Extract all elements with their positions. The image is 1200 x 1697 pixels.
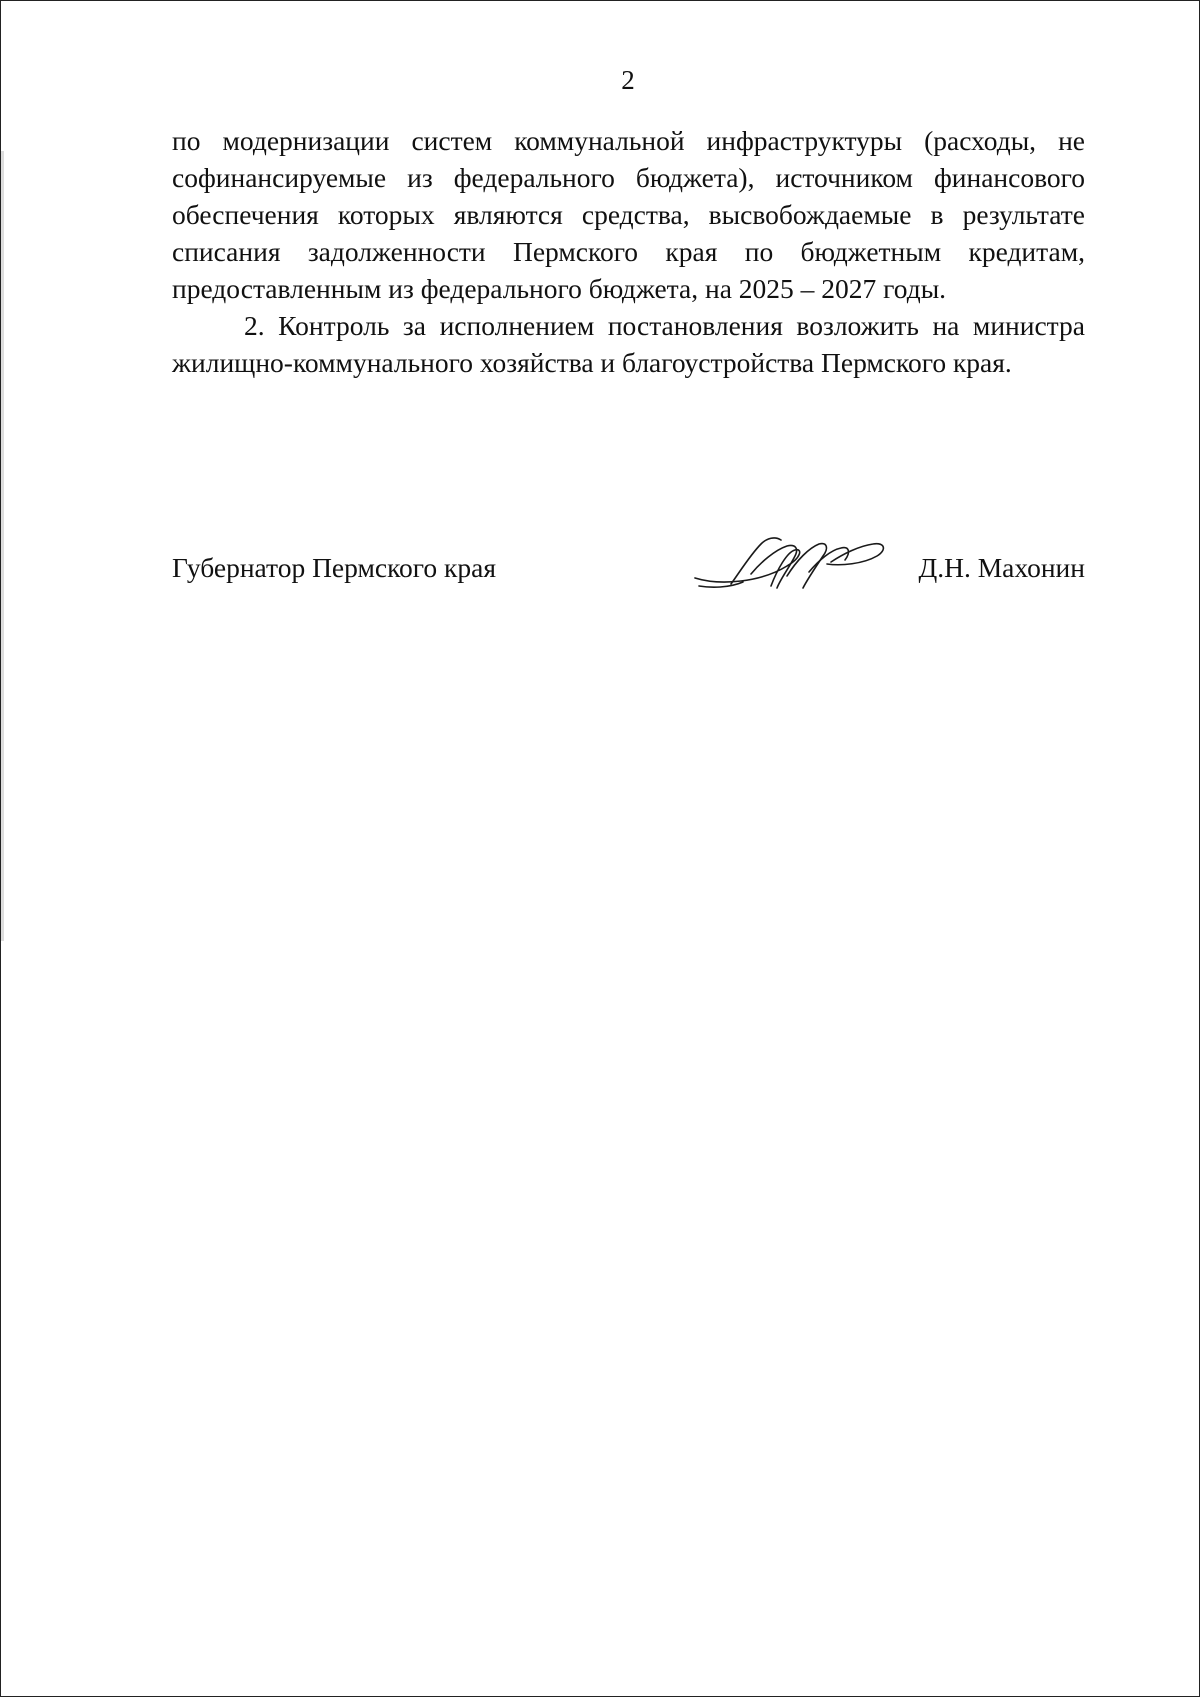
signatory-name: Д.Н. Махонин (918, 552, 1085, 583)
paragraph-continuation: по модернизации систем коммунальной инфраструктуры (расходы, не софинансируемые из федерального бюджета), источником финансового обеспечения которых являются средства, высвобождаемые в результате списания задолженности Пермского края по бюджетным кредитам, предоставленным из федерального бюджета, на 2025 – 2027 годы. (172, 125, 1085, 304)
signatory-position: Губернатор Пермского края (172, 552, 496, 583)
document-body (172, 122, 1085, 381)
scan-edge-shadow (1, 151, 4, 941)
page-number: 2 (621, 65, 635, 95)
handwritten-signature (691, 526, 891, 596)
paragraph-control-clause: 2. Контроль за исполнением постановления возложить на министра жилищно-коммунального хозяйства и благоустройства Пермского края. (172, 310, 1085, 378)
